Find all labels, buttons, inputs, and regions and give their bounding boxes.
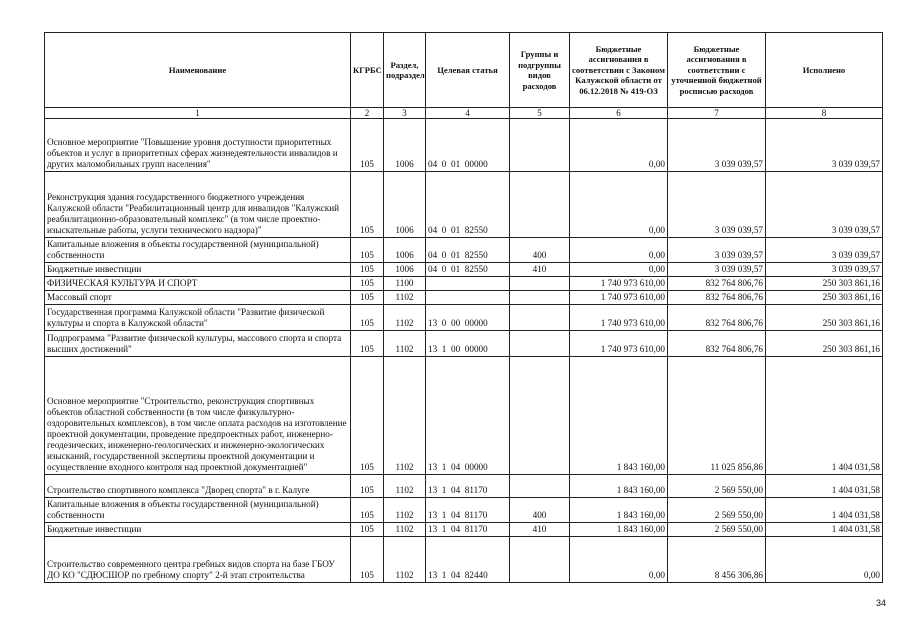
column-number: 3 — [384, 108, 426, 119]
row-section-cell: 1006 — [384, 172, 426, 238]
header-law-allocations: Бюджетные ассигнования в соответствии с Законом Калужской области от 06.12.2018 № 419-ОЗ — [570, 33, 668, 108]
row-law-allocation-cell: 0,00 — [570, 238, 668, 263]
row-executed-cell: 3 039 039,57 — [766, 172, 883, 238]
budget-table — [44, 32, 883, 583]
row-target-cell: 13 1 04 82440 — [426, 537, 510, 583]
row-section-cell: 1102 — [384, 291, 426, 305]
row-kgrbs-cell: 105 — [351, 498, 384, 523]
page-number: 34 — [875, 598, 886, 608]
row-executed-cell: 1 404 031,58 — [766, 523, 883, 537]
row-target-cell: 04 0 01 00000 — [426, 119, 510, 172]
row-refined-allocation-cell: 3 039 039,57 — [668, 172, 766, 238]
row-group-cell: 400 — [510, 238, 570, 263]
row-name-cell: Бюджетные инвестиции — [45, 263, 351, 277]
row-refined-allocation-cell: 832 764 806,76 — [668, 291, 766, 305]
row-name-cell: ФИЗИЧЕСКАЯ КУЛЬТУРА И СПОРТ — [45, 277, 351, 291]
row-section-cell: 1102 — [384, 475, 426, 498]
row-law-allocation-cell: 0,00 — [570, 119, 668, 172]
row-group-cell — [510, 331, 570, 357]
row-executed-cell: 250 303 861,16 — [766, 305, 883, 331]
row-kgrbs-cell: 105 — [351, 277, 384, 291]
row-executed-cell: 3 039 039,57 — [766, 238, 883, 263]
row-kgrbs-cell: 105 — [351, 238, 384, 263]
row-group-cell — [510, 305, 570, 331]
row-executed-cell: 1 404 031,58 — [766, 357, 883, 475]
row-group-cell — [510, 537, 570, 583]
row-executed-cell: 3 039 039,57 — [766, 263, 883, 277]
row-group-cell: 400 — [510, 498, 570, 523]
row-section-cell: 1006 — [384, 119, 426, 172]
row-law-allocation-cell: 1 740 973 610,00 — [570, 331, 668, 357]
row-kgrbs-cell: 105 — [351, 172, 384, 238]
row-group-cell — [510, 291, 570, 305]
row-group-cell — [510, 172, 570, 238]
row-refined-allocation-cell: 3 039 039,57 — [668, 119, 766, 172]
row-section-cell: 1102 — [384, 537, 426, 583]
row-executed-cell: 0,00 — [766, 537, 883, 583]
row-executed-cell: 1 404 031,58 — [766, 475, 883, 498]
row-law-allocation-cell: 0,00 — [570, 263, 668, 277]
row-section-cell: 1102 — [384, 305, 426, 331]
row-target-cell: 13 1 00 00000 — [426, 331, 510, 357]
row-kgrbs-cell: 105 — [351, 331, 384, 357]
row-section-cell: 1006 — [384, 238, 426, 263]
table-row — [45, 331, 883, 357]
row-executed-cell: 3 039 039,57 — [766, 119, 883, 172]
table-row — [45, 238, 883, 263]
row-section-cell: 1102 — [384, 523, 426, 537]
row-target-cell — [426, 277, 510, 291]
row-kgrbs-cell: 105 — [351, 357, 384, 475]
row-refined-allocation-cell: 2 569 550,00 — [668, 523, 766, 537]
row-refined-allocation-cell: 832 764 806,76 — [668, 277, 766, 291]
row-group-cell — [510, 475, 570, 498]
header-target: Целевая статья — [426, 33, 510, 108]
row-group-cell — [510, 119, 570, 172]
row-name-cell: Строительство спортивного комплекса "Дворец спорта" в г. Калуге — [45, 475, 351, 498]
row-target-cell: 13 1 04 81170 — [426, 498, 510, 523]
row-refined-allocation-cell: 832 764 806,76 — [668, 305, 766, 331]
header-refined-allocations: Бюджетные ассигнования в соответствии с уточненной бюджетной росписью расходов — [668, 33, 766, 108]
row-target-cell: 13 0 00 00000 — [426, 305, 510, 331]
row-refined-allocation-cell: 8 456 306,86 — [668, 537, 766, 583]
row-law-allocation-cell: 1 843 160,00 — [570, 498, 668, 523]
column-number: 2 — [351, 108, 384, 119]
row-law-allocation-cell: 1 740 973 610,00 — [570, 277, 668, 291]
table-row — [45, 523, 883, 537]
row-target-cell: 04 0 01 82550 — [426, 172, 510, 238]
row-kgrbs-cell: 105 — [351, 537, 384, 583]
row-refined-allocation-cell: 2 569 550,00 — [668, 475, 766, 498]
row-executed-cell: 1 404 031,58 — [766, 498, 883, 523]
header-kgrbs: КГРБС — [351, 33, 384, 108]
row-target-cell — [426, 291, 510, 305]
column-number: 6 — [570, 108, 668, 119]
header-groups: Группы и подгруппы видов расходов — [510, 33, 570, 108]
row-group-cell — [510, 277, 570, 291]
table-row — [45, 291, 883, 305]
column-number: 7 — [668, 108, 766, 119]
row-section-cell: 1100 — [384, 277, 426, 291]
table-row — [45, 172, 883, 238]
row-refined-allocation-cell: 3 039 039,57 — [668, 238, 766, 263]
header-row — [45, 33, 883, 108]
column-number: 1 — [45, 108, 351, 119]
row-name-cell: Подпрограмма "Развитие физической культуры, массового спорта и спорта высших достижений" — [45, 331, 351, 357]
row-name-cell: Бюджетные инвестиции — [45, 523, 351, 537]
header-executed: Исполнено — [766, 33, 883, 108]
row-target-cell: 04 0 01 82550 — [426, 238, 510, 263]
row-target-cell: 13 1 04 81170 — [426, 475, 510, 498]
row-name-cell: Реконструкция здания государственного бюджетного учреждения Калужской области "Реабилитационный центр для инвалидов "Калужский реабилитационно-образовательный комплекс" (в том числе проектно-изыскательные работы, услуги технического надзора)" — [45, 172, 351, 238]
row-refined-allocation-cell: 3 039 039,57 — [668, 263, 766, 277]
row-kgrbs-cell: 105 — [351, 119, 384, 172]
table-row — [45, 498, 883, 523]
row-executed-cell: 250 303 861,16 — [766, 291, 883, 305]
row-name-cell: Основное мероприятие "Строительство, реконструкция спортивных объектов областной собственности (в том числе физкультурно-оздоровительных комплексов), в том числе оплата расходов на изготовление проектной документации, проведение предпроектных работ, инженерно-геодезических, инженерно-геологических и инженерно-экологических изысканий, государственной экспертизы проектной документации и осуществление входного контроля над проектной документацией" — [45, 357, 351, 475]
column-number: 8 — [766, 108, 883, 119]
row-group-cell — [510, 357, 570, 475]
row-kgrbs-cell: 105 — [351, 263, 384, 277]
table-row — [45, 263, 883, 277]
row-target-cell: 13 1 04 00000 — [426, 357, 510, 475]
row-name-cell: Капитальные вложения в объекты государственной (муниципальной) собственности — [45, 238, 351, 263]
row-law-allocation-cell: 0,00 — [570, 537, 668, 583]
table-row — [45, 475, 883, 498]
row-law-allocation-cell: 1 740 973 610,00 — [570, 291, 668, 305]
row-group-cell: 410 — [510, 523, 570, 537]
row-executed-cell: 250 303 861,16 — [766, 331, 883, 357]
table-row — [45, 277, 883, 291]
table-row — [45, 119, 883, 172]
row-refined-allocation-cell: 832 764 806,76 — [668, 331, 766, 357]
row-section-cell: 1006 — [384, 263, 426, 277]
table-row — [45, 537, 883, 583]
row-law-allocation-cell: 0,00 — [570, 172, 668, 238]
row-law-allocation-cell: 1 843 160,00 — [570, 475, 668, 498]
row-section-cell: 1102 — [384, 357, 426, 475]
row-executed-cell: 250 303 861,16 — [766, 277, 883, 291]
row-refined-allocation-cell: 11 025 856,86 — [668, 357, 766, 475]
row-name-cell: Основное мероприятие "Повышение уровня доступности приоритетных объектов и услуг в приоритетных сферах жизнедеятельности инвалидов и других маломобильных групп населения" — [45, 119, 351, 172]
row-law-allocation-cell: 1 843 160,00 — [570, 357, 668, 475]
column-numbers-row — [45, 108, 883, 119]
header-section: Раздел, подраздел — [384, 33, 426, 108]
row-kgrbs-cell: 105 — [351, 291, 384, 305]
row-name-cell: Строительство современного центра гребных видов спорта на базе ГБОУ ДО КО "СДЮСШОР по гребному спорту" 2-й этап строительства — [45, 537, 351, 583]
column-number: 4 — [426, 108, 510, 119]
row-kgrbs-cell: 105 — [351, 475, 384, 498]
row-name-cell: Государственная программа Калужской области "Развитие физической культуры и спорта в Калужской области" — [45, 305, 351, 331]
row-refined-allocation-cell: 2 569 550,00 — [668, 498, 766, 523]
row-section-cell: 1102 — [384, 331, 426, 357]
table-row — [45, 305, 883, 331]
row-law-allocation-cell: 1 843 160,00 — [570, 523, 668, 537]
column-number: 5 — [510, 108, 570, 119]
header-name: Наименование — [45, 33, 351, 108]
row-name-cell: Массовый спорт — [45, 291, 351, 305]
row-name-cell: Капитальные вложения в объекты государственной (муниципальной) собственности — [45, 498, 351, 523]
table-body — [45, 119, 883, 583]
row-kgrbs-cell: 105 — [351, 305, 384, 331]
row-target-cell: 04 0 01 82550 — [426, 263, 510, 277]
row-target-cell: 13 1 04 81170 — [426, 523, 510, 537]
row-section-cell: 1102 — [384, 498, 426, 523]
row-law-allocation-cell: 1 740 973 610,00 — [570, 305, 668, 331]
row-kgrbs-cell: 105 — [351, 523, 384, 537]
row-group-cell: 410 — [510, 263, 570, 277]
table-row — [45, 357, 883, 475]
